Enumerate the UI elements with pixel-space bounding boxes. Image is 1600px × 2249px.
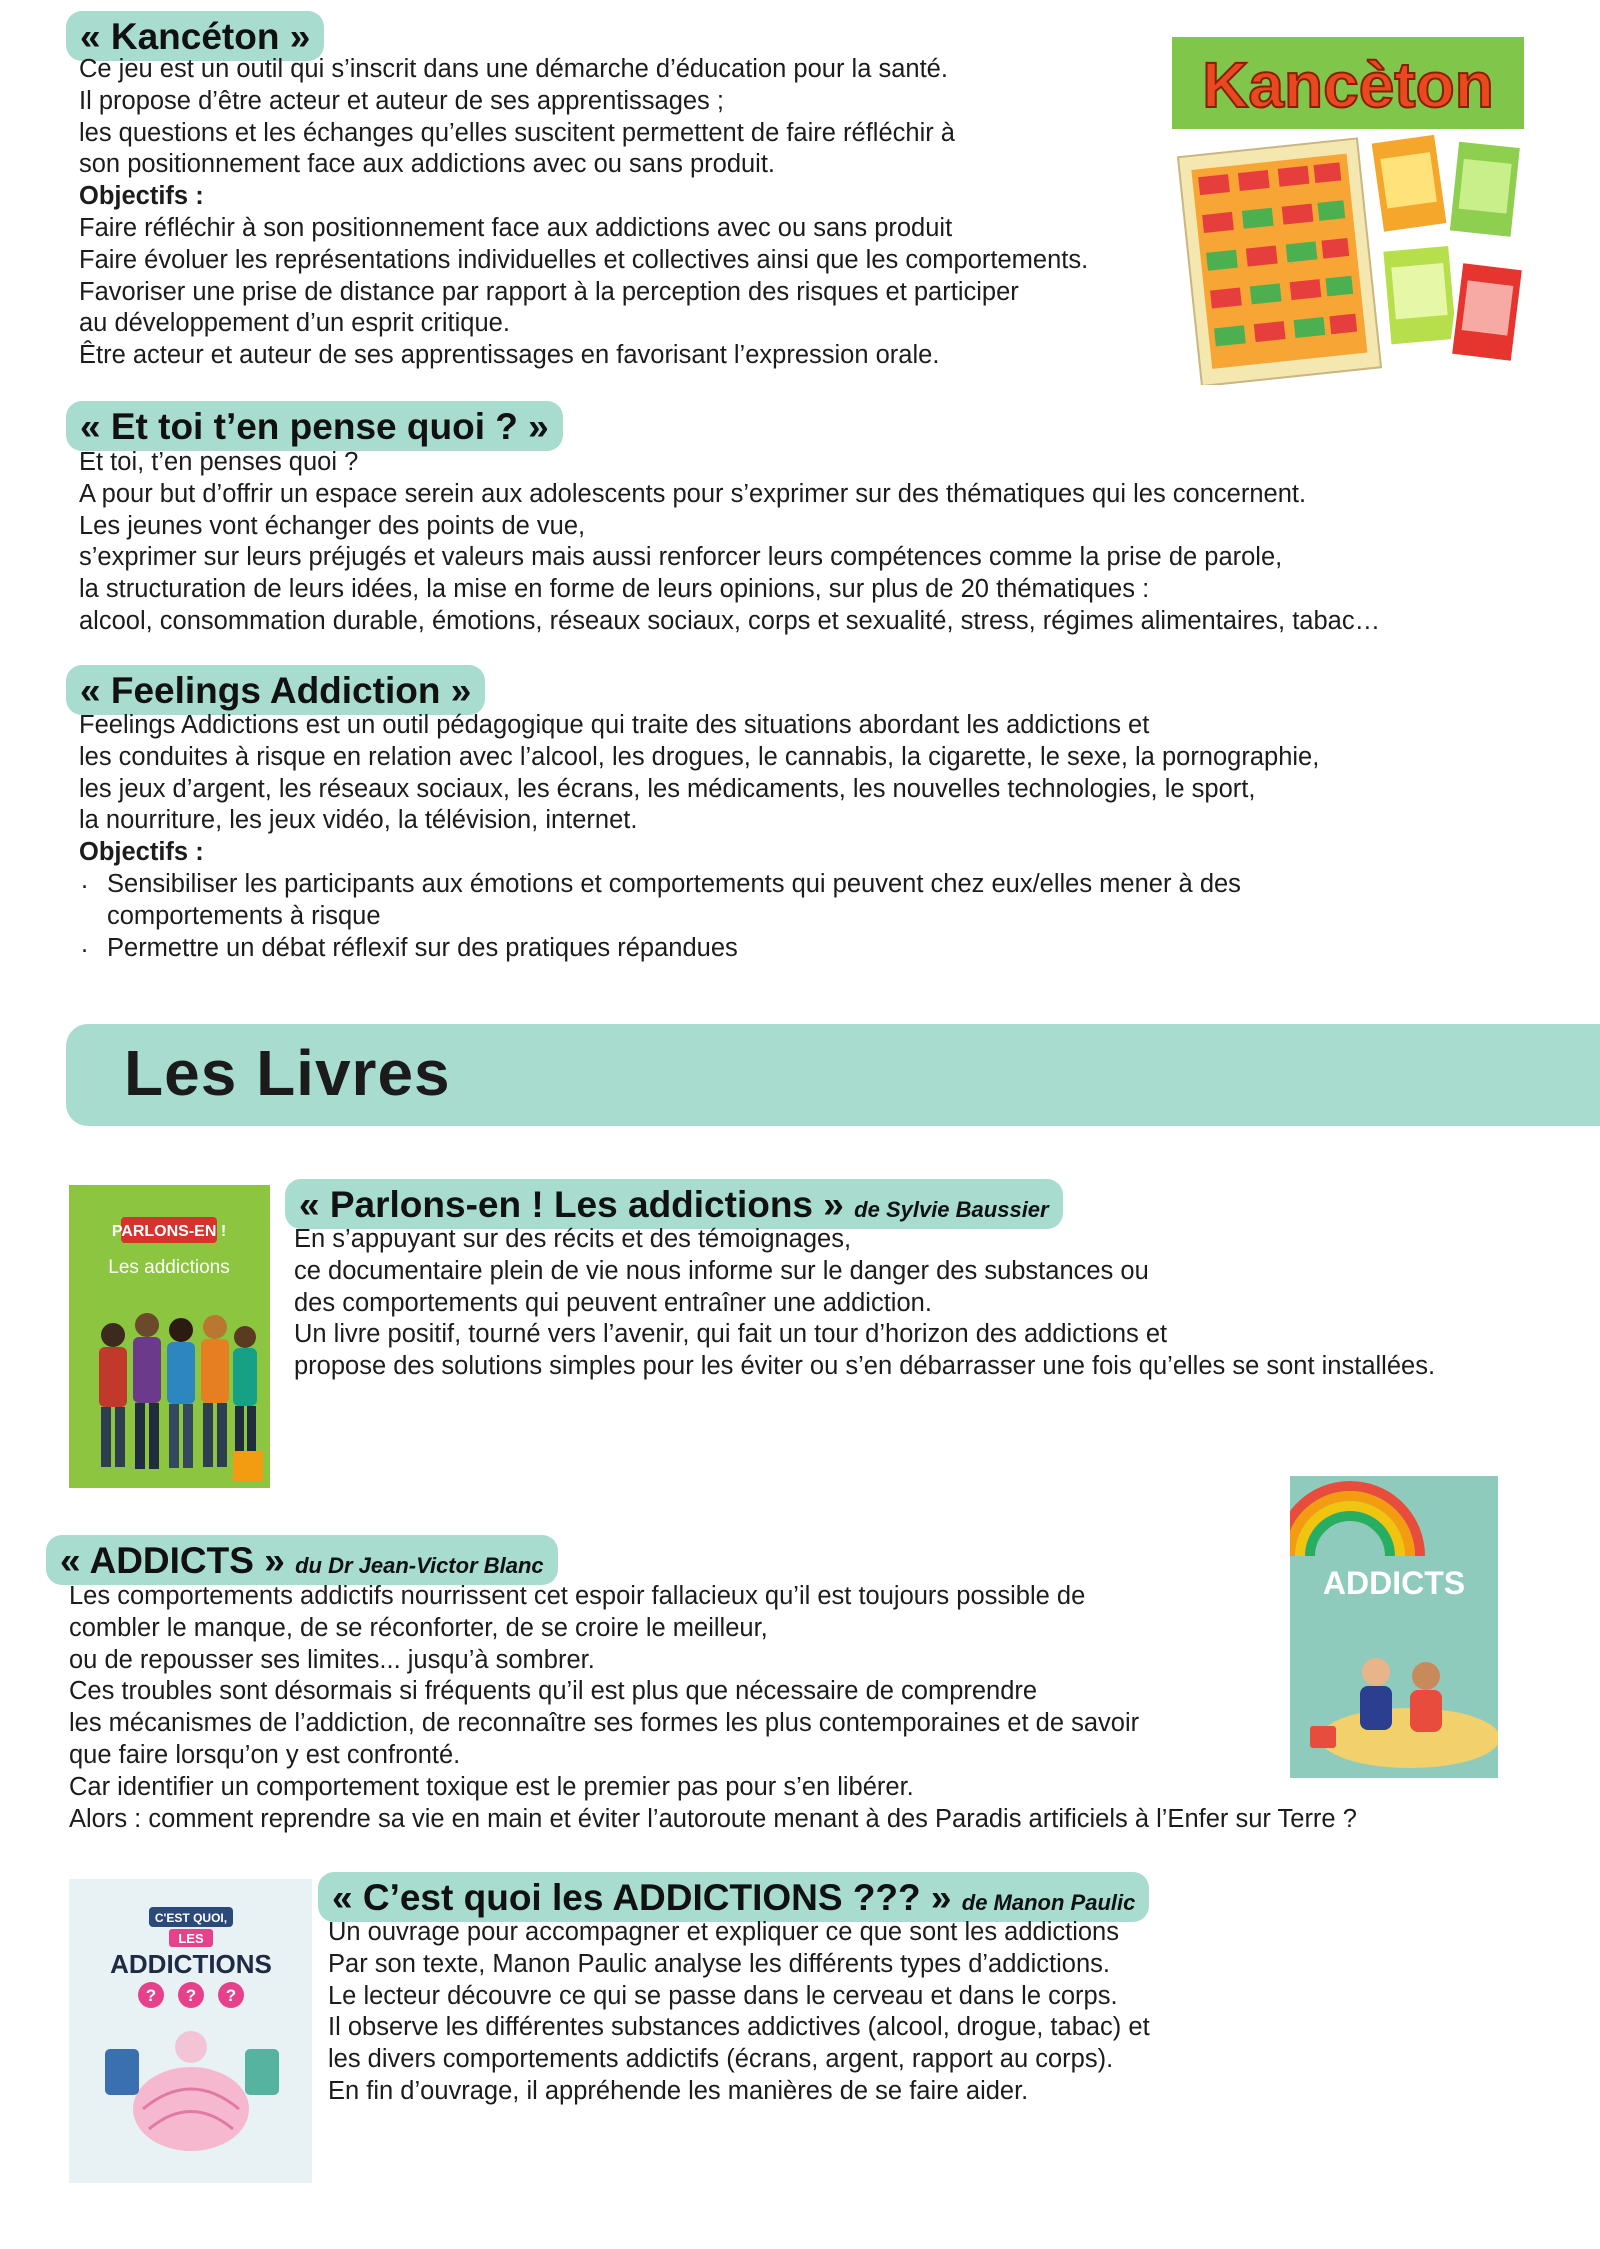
svg-text:PARLONS-EN !: PARLONS-EN ! (111, 1223, 227, 1240)
svg-text:ADDICTIONS: ADDICTIONS (110, 1949, 272, 1979)
parlons-en-book-cover (69, 1185, 270, 1488)
kanceton-game-image (1172, 37, 1524, 385)
books-banner-title: Les Livres (124, 1037, 451, 1109)
svg-text:ADDICTS: ADDICTS (1322, 1565, 1466, 1601)
svg-text:?: ? (145, 1986, 157, 2005)
feelings-objective-2: . Permettre un débat réflexif sur des pratiques répandues (79, 933, 1319, 965)
svg-text:LES: LES (178, 1931, 204, 1946)
svg-text:Kancèton: Kancèton (1202, 49, 1494, 121)
cest-quoi-book-cover (69, 1879, 312, 2183)
books-banner (66, 1024, 1600, 1126)
et-toi-text: Et toi, t’en penses quoi ? A pour but d’offrir un espace serein aux adolescents pour s’exprimer sur des thématiques qui les concernent. Les jeunes vont échanger des points de vue, s’exprimer sur leurs préjugés et valeurs mais aussi renforcer leurs compétences comme la prise de parole, la structuration de leurs idées, la mise en forme de leurs opinions, sur plus de 20 thématiques : alcool, consommation durable, émotions, réseaux sociaux, corps et sexualité, stress, régimes alimentaires, tabac… (79, 448, 1381, 635)
svg-text:C'EST QUOI,: C'EST QUOI, (154, 1911, 228, 1925)
parlons-en-text: En s’appuyant sur des récits et des témoignages, ce documentaire plein de vie nous informe sur le danger des substances ou des comportements qui peuvent entraîner une addiction. Un livre positif, tourné vers l’avenir, qui fait un tour d’horizon des addictions et propose des solutions simples pour les éviter ou s’en débarrasser une fois qu’elles se sont installées. (294, 1225, 1436, 1381)
kanceton-text: Ce jeu est un outil qui s’inscrit dans une démarche d’éducation pour la santé. Il propose d’être acteur et auteur de ses apprentissages ; les questions et les échanges qu’elles suscitent permettent de faire réfléchir à son positionnement face aux addictions avec ou sans produit. Objectifs : Faire réfléchir à son positionnement face aux addictions avec ou sans produit Faire évoluer les représentations individuelles et collectives ainsi que les comportements. Favoriser une prise de distance par rapport à la perception des risques et participer au développement d’un esprit critique. Être acteur et auteur de ses apprentissages en favorisant l’expression orale. (79, 55, 1089, 370)
parlons-en-heading: « Parlons-en ! Les addictions » de Sylvie Baussier (285, 1179, 1063, 1229)
et-toi-heading: « Et toi t’en pense quoi ? » (66, 401, 563, 451)
feelings-heading: « Feelings Addiction » (66, 665, 485, 715)
svg-text:Les addictions: Les addictions (108, 1257, 230, 1278)
feelings-text: Feelings Addictions est un outil pédagogique qui traite des situations abordant les addictions et les conduites à risque en relation avec l’alcool, les drogues, le cannabis, la cigarette, le sexe, la pornographie, les jeux d’argent, les réseaux sociaux, les écrans, les médicaments, les nouvelles technologies, le sport, la nourriture, les jeux vidéo, la télévision, internet. Objectifs : . Sensibiliser les participants aux émotions et comportements qui peuvent chez eux/elles mener à des comportements à risque . Permettre un débat réflexif sur des pratiques répandues (79, 710, 1319, 964)
addicts-text: Les comportements addictifs nourrissent cet espoir fallacieux qu’il est toujours possible de combler le manque, de se réconforter, de se croire le meilleur, ou de repousser ses limites... jusqu’à sombrer. Ces troubles sont désormais si fréquents qu’il est plus que nécessaire de comprendre les mécanismes de l’addiction, de reconnaître ses formes les plus contemporaines et de savoir que faire lorsqu’on y est confronté. Car identifier un comportement toxique est le premier pas pour s’en libérer. Alors : comment reprendre sa vie en main et éviter l’autoroute menant à des Paradis artificiels à l’Enfer sur Terre ? (69, 1582, 1357, 1833)
addicts-heading: « ADDICTS » du Dr Jean-Victor Blanc (46, 1535, 558, 1585)
cest-quoi-heading: « C’est quoi les ADDICTIONS ??? » de Manon Paulic (318, 1872, 1149, 1922)
kanceton-heading: « Kancéton » (66, 11, 324, 61)
cest-quoi-text: Un ouvrage pour accompagner et expliquer ce que sont les addictions Par son texte, Manon Paulic analyse les différents types d’addictions. Le lecteur découvre ce qui se passe dans le cerveau et dans le corps. Il observe les différentes substances addictives (alcool, drogue, tabac) et les divers comportements addictifs (écrans, argent, rapport au corps). En fin d’ouvrage, il appréhende les manières de se faire aider. (328, 1918, 1150, 2105)
svg-text:?: ? (225, 1986, 237, 2005)
svg-text:?: ? (185, 1986, 197, 2005)
feelings-objective-1: . Sensibiliser les participants aux émotions et comportements qui peuvent chez eux/elles mener à des comportements à risque (79, 869, 1319, 933)
